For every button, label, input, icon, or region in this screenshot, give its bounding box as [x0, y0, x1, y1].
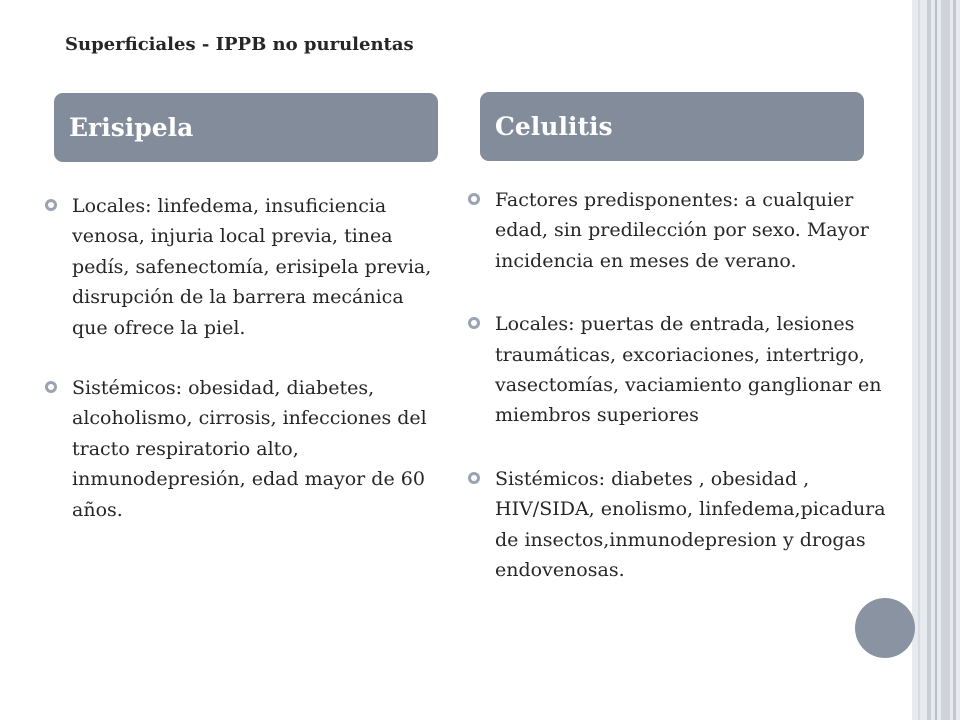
list-item [45, 191, 440, 343]
slide-title: Superficiales - IPPB no purulentas [65, 34, 414, 55]
list-item [468, 464, 888, 586]
list-item-text: Locales: puertas de entrada, lesiones traumáticas, excoriaciones, intertrigo, vasectomías, vaciamiento ganglionar en miembros superiores [495, 313, 882, 427]
list-item-text: Sistémicos: obesidad, diabetes, alcoholismo, cirrosis, infecciones del tracto respiratorio alto, inmunodepresión, edad mayor de 60 años. [72, 376, 427, 521]
erisipela-header [54, 93, 438, 162]
decorative-stripe [935, 0, 937, 720]
list-item [468, 309, 888, 431]
bullet-icon [468, 193, 480, 205]
list-item [45, 373, 440, 525]
list-item-text: Factores predisponentes: a cualquier edad, sin predilección por sexo. Mayor incidencia en meses de verano. [495, 189, 869, 272]
celulitis-header [480, 92, 864, 161]
erisipela-list [45, 191, 440, 525]
decorative-circle [855, 598, 915, 658]
decorative-stripe [953, 0, 956, 720]
bullet-icon [45, 199, 57, 211]
list-item-text: Locales: linfedema, insuficiencia venosa, injuria local previa, tinea pedís, safenectomía, erisipela previa, disrupción de la barrera mecánica que ofrece la piel. [72, 195, 432, 339]
erisipela-header-label: Erisipela [69, 113, 194, 142]
decorative-stripe [941, 0, 950, 720]
decorative-stripe [918, 0, 920, 720]
decorative-stripe [927, 0, 931, 720]
list-item-text: Sistémicos: diabetes , obesidad , HIV/SIDA, enolismo, linfedema,picadura de insectos,inmunodepresion y drogas endovenosas. [495, 467, 886, 581]
bullet-icon [468, 317, 480, 329]
list-item [468, 185, 888, 276]
bullet-icon [468, 472, 480, 484]
bullet-icon [45, 381, 57, 393]
celulitis-header-label: Celulitis [495, 112, 613, 141]
celulitis-list [468, 185, 888, 585]
